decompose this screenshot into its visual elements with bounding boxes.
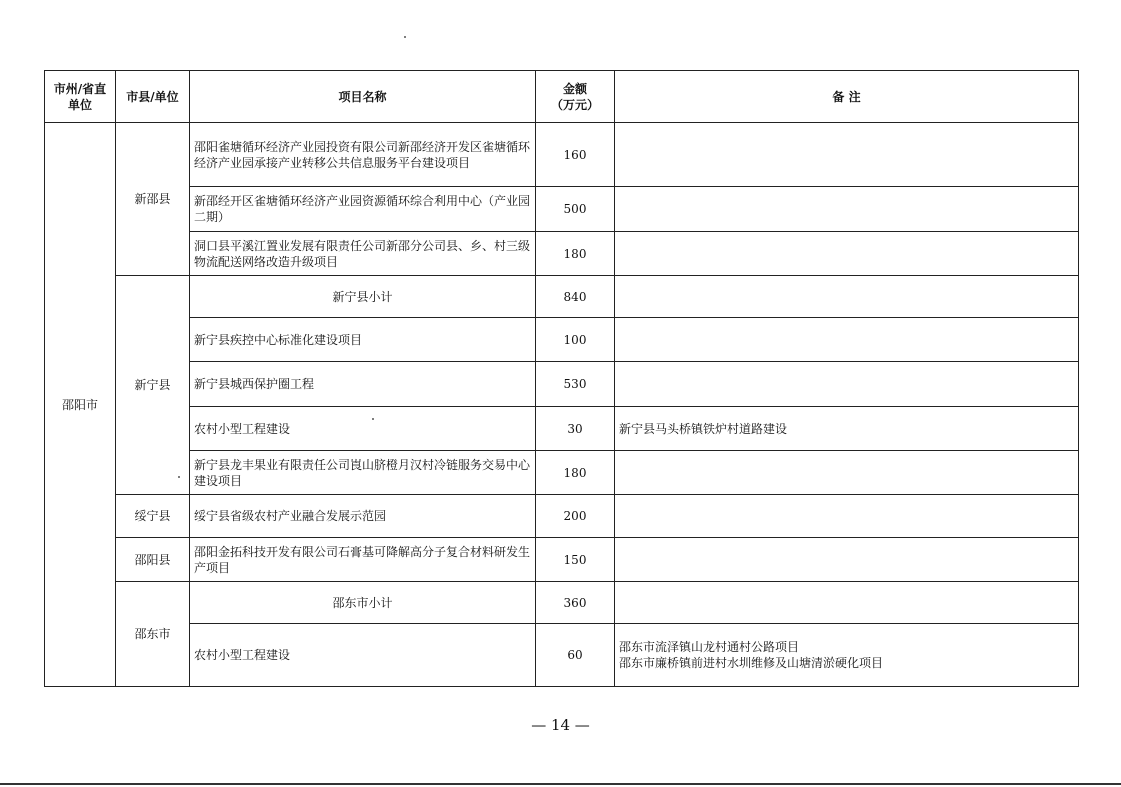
- table-row: [45, 123, 1079, 187]
- remark-line: 邵东市廉桥镇前进村水圳维修及山塘清淤硬化项目: [619, 656, 884, 670]
- table-row: [45, 232, 1079, 276]
- county-cell: 新宁县: [116, 276, 190, 495]
- amount: 60: [536, 624, 615, 687]
- header-amount: [536, 71, 615, 123]
- project-name: 洞口县平溪江置业发展有限责任公司新邵分公司县、乡、村三级物流配送网络改造升级项目: [190, 232, 536, 276]
- remarks: 新宁县马头桥镇铁炉村道路建设: [615, 407, 1079, 451]
- project-table: [44, 70, 1079, 687]
- table-row: [45, 407, 1079, 451]
- remarks: [615, 624, 1079, 687]
- remark-line: 邵东市流泽镇山龙村通村公路项目: [619, 640, 800, 654]
- remarks: [615, 495, 1079, 538]
- scan-speck: [404, 36, 406, 38]
- county-cell: 绥宁县: [116, 495, 190, 538]
- project-name: 新宁县疾控中心标准化建设项目: [190, 318, 536, 362]
- city-cell: 邵阳市: [45, 123, 116, 687]
- amount: 180: [536, 451, 615, 495]
- county-cell: 新邵县: [116, 123, 190, 276]
- table-row: [45, 362, 1079, 407]
- amount: 500: [536, 187, 615, 232]
- header-amount-label: 金额: [562, 81, 587, 96]
- header-city: 市州/省直单位: [45, 71, 116, 123]
- table-row: [45, 451, 1079, 495]
- subtotal-label: 邵东市小计: [190, 582, 536, 624]
- project-name: 绥宁县省级农村产业融合发展示范园: [190, 495, 536, 538]
- amount: 530: [536, 362, 615, 407]
- amount: 30: [536, 407, 615, 451]
- subtotal-amount: 840: [536, 276, 615, 318]
- project-name: 邵阳雀塘循环经济产业园投资有限公司新邵经济开发区雀塘循环经济产业园承接产业转移公共信息服务平台建设项目: [190, 123, 536, 187]
- project-name: 农村小型工程建设: [190, 407, 536, 451]
- remarks: [615, 123, 1079, 187]
- county-cell: 邵阳县: [116, 538, 190, 582]
- page-number: — 14 —: [531, 716, 590, 734]
- subtotal-label: 新宁县小计: [190, 276, 536, 318]
- remarks: [615, 232, 1079, 276]
- project-name: 新宁县城西保护圈工程: [190, 362, 536, 407]
- header-remarks: 备 注: [615, 71, 1079, 123]
- amount: 160: [536, 123, 615, 187]
- remarks: [615, 362, 1079, 407]
- subtotal-amount: 360: [536, 582, 615, 624]
- remarks: [615, 276, 1079, 318]
- amount: 180: [536, 232, 615, 276]
- header-amount-unit: （万元）: [550, 97, 599, 112]
- remarks: [615, 187, 1079, 232]
- table-row: [45, 538, 1079, 582]
- table-row: [45, 318, 1079, 362]
- project-name: 邵阳金拓科技开发有限公司石膏基可降解高分子复合材料研发生产项目: [190, 538, 536, 582]
- page-bottom-rule: [0, 783, 1121, 785]
- project-name: 新宁县龙丰果业有限责任公司崀山脐橙月汉村冷链服务交易中心建设项目: [190, 451, 536, 495]
- table-row: [45, 624, 1079, 687]
- subtotal-row: [45, 582, 1079, 624]
- table-row: [45, 187, 1079, 232]
- amount: 200: [536, 495, 615, 538]
- amount: 100: [536, 318, 615, 362]
- remarks: [615, 582, 1079, 624]
- subtotal-row: [45, 276, 1079, 318]
- project-name: 农村小型工程建设: [190, 624, 536, 687]
- table-row: [45, 495, 1079, 538]
- amount: 150: [536, 538, 615, 582]
- remarks: [615, 318, 1079, 362]
- header-county: 市县/单位: [116, 71, 190, 123]
- table-header-row: [45, 71, 1079, 123]
- remarks: [615, 451, 1079, 495]
- project-name: 新邵经开区雀塘循环经济产业园资源循环综合利用中心（产业园二期）: [190, 187, 536, 232]
- county-cell: 邵东市: [116, 582, 190, 687]
- header-project-name: 项目名称: [190, 71, 536, 123]
- remarks: [615, 538, 1079, 582]
